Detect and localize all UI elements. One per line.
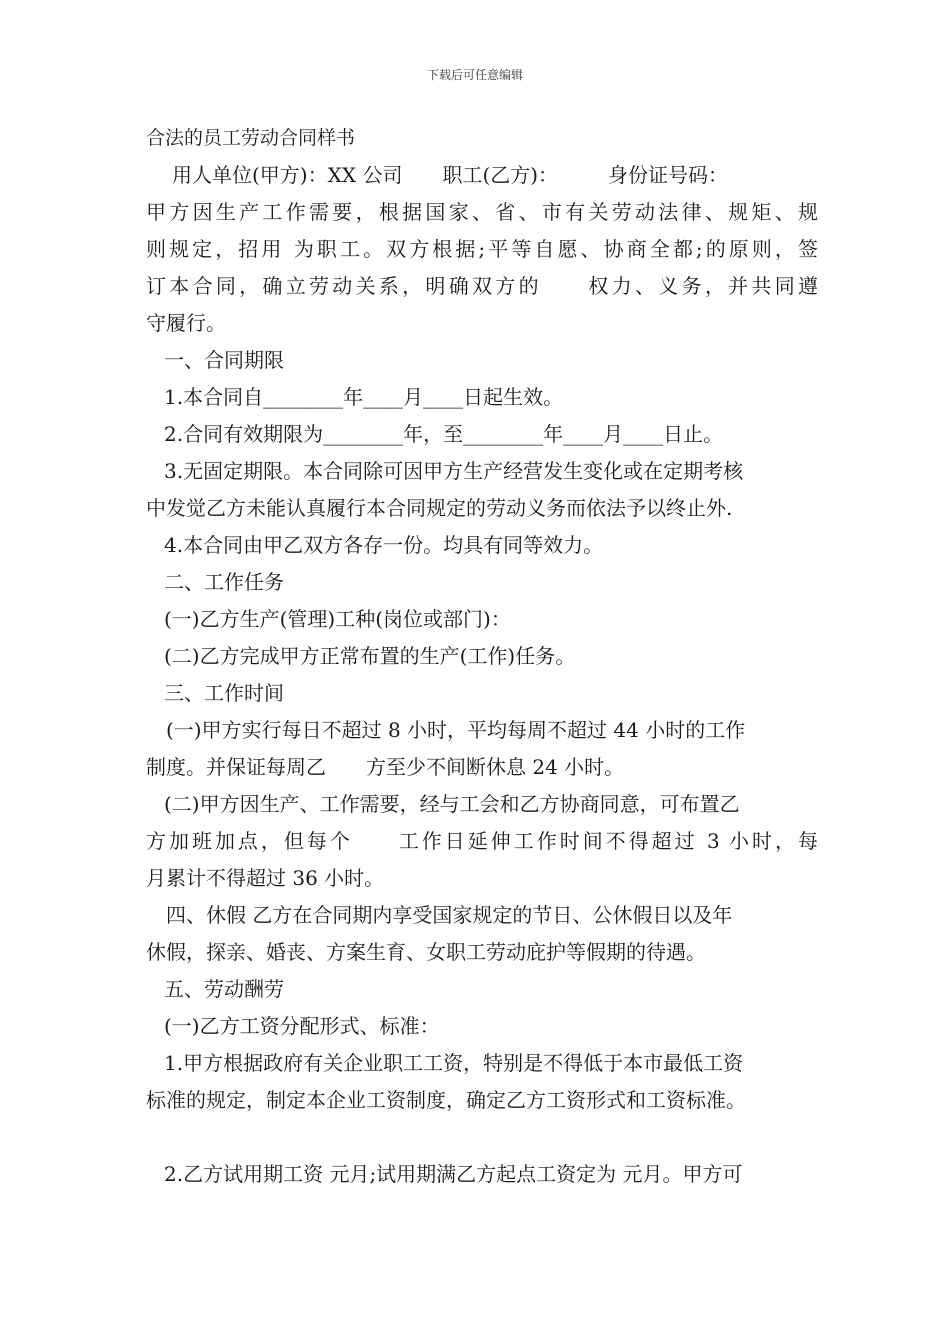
party-info-line: 用人单位(甲方)：XX 公司 职工(乙方)： 身份证号码：: [172, 163, 729, 187]
clause-line: 制度。并保证每周乙 方至少不间断休息 24 小时。: [146, 755, 625, 779]
clause-line: 月累计不得超过 36 小时。: [146, 866, 385, 890]
section-heading: 三、工作时间: [164, 681, 284, 705]
clause-line: 2.合同有效期限为________年，至________年____月____日止。: [164, 422, 724, 446]
document-body: [146, 120, 818, 1193]
document-title: 合法的员工劳动合同样书: [146, 127, 356, 149]
clause-line: (二)甲方因生产、工作需要，经与工会和乙方协商同意，可布置乙: [164, 792, 740, 816]
paragraph-line: 甲方因生产工作需要，根据国家、省、市有关劳动法律、规矩、规: [146, 200, 818, 224]
section-heading: 四、休假 乙方在合同期内享受国家规定的节日、公休假日以及年: [166, 903, 733, 927]
clause-line: 1.本合同自________年____月____日起生效。: [164, 385, 564, 409]
clause-line: (二)乙方完成甲方正常布置的生产(工作)任务。: [164, 644, 576, 668]
clause-line: 休假，探亲、婚丧、方案生育、女职工劳动庇护等假期的待遇。: [146, 940, 706, 964]
clause-line: 2.乙方试用期工资 元月;试用期满乙方起点工资定为 元月。甲方可: [164, 1162, 743, 1186]
clause-line: 4.本合同由甲乙双方各存一份。均具有同等效力。: [164, 533, 604, 557]
spacer: [146, 1119, 818, 1156]
clause-line: 标准的规定，制定本企业工资制度，确定乙方工资形式和工资标准。: [146, 1088, 746, 1112]
clause-line: (一)乙方工资分配形式、标准：: [164, 1014, 440, 1038]
section-heading: 一、合同期限: [164, 348, 284, 372]
clause-line: 1.甲方根据政府有关企业职工工资，特别是不得低于本市最低工资: [164, 1051, 744, 1075]
clause-line: (一)甲方实行每日不超过 8 小时，平均每周不超过 44 小时的工作: [166, 718, 746, 742]
paragraph-line: 守履行。: [146, 311, 226, 335]
clause-line: 中发觉乙方未能认真履行本合同规定的劳动义务而依法予以终止外.: [146, 496, 733, 520]
section-heading: 五、劳动酬劳: [164, 977, 284, 1001]
section-heading: 二、工作任务: [164, 570, 284, 594]
clause-line: 3.无固定期限。本合同除可因甲方生产经营发生变化或在定期考核: [164, 459, 744, 483]
header-note: 下载后可任意编辑: [426, 68, 523, 82]
clause-line: 方加班加点，但每个 工作日延伸工作时间不得超过 3 小时，每: [146, 829, 818, 853]
paragraph-line: 则规定，招用 为职工。双方根据;平等自愿、协商全都;的原则，签: [146, 237, 818, 261]
paragraph-line: 订本合同，确立劳动关系，明确双方的 权力、义务，并共同遵: [146, 274, 818, 298]
clause-line: (一)乙方生产(管理)工种(岗位或部门)：: [164, 607, 511, 631]
